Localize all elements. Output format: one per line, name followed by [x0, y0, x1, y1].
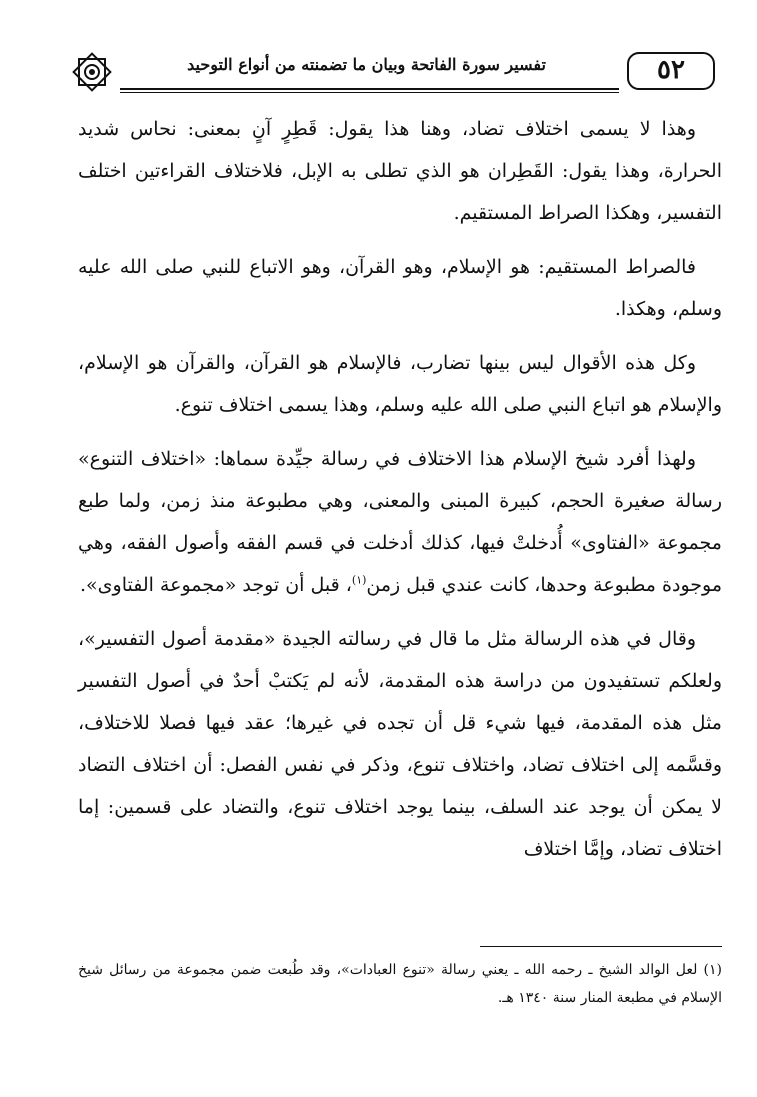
footnote-marker: (١) — [351, 573, 367, 587]
footnote-divider — [480, 946, 722, 947]
paragraph — [78, 438, 722, 606]
paragraph: وقال في هذه الرسالة مثل ما قال في رسالته الجيدة «مقدمة أصول التفسير»، ولعلكم تستفيدون من دراسة هذه المقدمة، لأنه لم يَكتبْ أحدٌ في أصول التفسير مثل هذه المقدمة، فيها شيء قل أن تجده في غيرها؛ عقد فيها فصلا للاختلاف، وقسَّمه إلى اختلاف تضاد، واختلاف تنوع، وذكر في نفس الفصل: أن اختلاف التضاد لا يمكن أن يوجد عند السلف، بينما يوجد اختلاف تنوع، والتضاد على قسمين: إما اختلاف تضاد، وإمَّا اختلاف — [78, 628, 722, 860]
header-divider — [120, 88, 619, 90]
footnote: (١) لعل الوالد الشيخ ـ رحمه الله ـ يعني رسالة «تنوع العبادات»، وقد طُبعت ضمن مجموعة من رسائل شيخ الإسلام في مطبعة المنار سنة ١٣٤٠ هـ. — [78, 962, 722, 1006]
header-divider-thin — [120, 92, 619, 93]
paragraph: فالصراط المستقيم: هو الإسلام، وهو القرآن، وهو الاتباع للنبي صلى الله عليه وسلم، وهكذا. — [78, 256, 722, 320]
star-ornament-icon — [70, 50, 114, 94]
paragraph: وهذا لا يسمى اختلاف تضاد، وهنا هذا يقول: قَطِرٍ آنٍ بمعنى: نحاس شديد الحرارة، وهذا يقول: القَطِران هو الذي تطلى به الإبل، فلاختلاف القراءتين اختلف التفسير، وهكذا الصراط المستقيم. — [78, 118, 722, 224]
main-text — [78, 108, 722, 870]
paragraph: وكل هذه الأقوال ليس بينها تضارب، فالإسلام هو القرآن، والقرآن هو الإسلام، والإسلام هو اتباع النبي صلى الله عليه وسلم، وهذا يسمى اختلاف تنوع. — [78, 352, 722, 416]
page-number: ٥٢ — [627, 52, 715, 90]
paragraph-text: ولهذا أفرد شيخ الإسلام هذا الاختلاف في رسالة جيِّدة سماها: «اختلاف التنوع» رسالة صغيرة الحجم، كبيرة المبنى والمعنى، وهي مطبوعة منذ زمن، ولما طبع مجموعة «الفتاوى» أُدخلتْ فيها، كذلك أدخلت في قسم الفقه وأصول الفقه، وهي موجودة مطبوعة وحدها، كانت عندي قبل زمن — [78, 448, 722, 596]
running-title: تفسير سورة الفاتحة وبيان ما تضمنته من أنواع التوحيد — [187, 55, 546, 74]
footnotes — [78, 956, 722, 1012]
paragraph-text-tail: ، قبل أن توجد «مجموعة الفتاوى». — [79, 574, 352, 596]
page-header — [70, 48, 715, 94]
